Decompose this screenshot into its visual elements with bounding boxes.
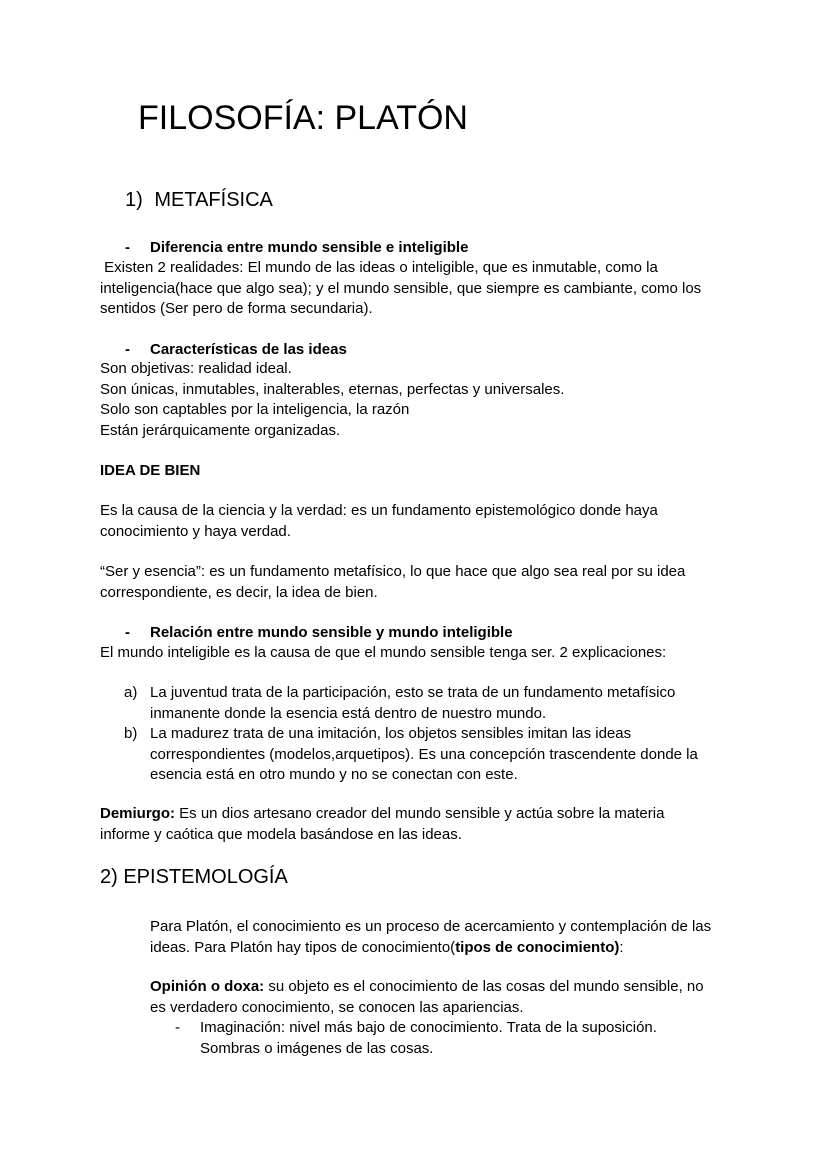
paragraph-relacion: El mundo inteligible es la causa de que el mundo sensible tenga ser. 2 explicaciones: [100,644,667,661]
list-item-label: b) [124,725,138,742]
list-item-label: a) [124,684,138,701]
bullet-title: Relación entre mundo sensible y mundo inteligible [150,624,513,641]
paragraph-line: Existen 2 realidades: El mundo de las ideas o inteligible, que es inmutable, como la [100,259,658,276]
paragraph-line: : [619,938,624,956]
paragraph-line: Son objetivas: realidad ideal. [100,360,292,377]
paragraph-line: Es un dios artesano creador del mundo sensible y actúa sobre la materia [175,805,665,822]
paragraph-idea-bien-1 [100,501,658,542]
paragraph-line: Para Platón, el conocimiento es un proceso de acercamiento y contemplación de las [150,918,712,935]
bullet-dash: - [125,239,130,256]
list-item-text [150,683,675,724]
paragraph-line: Están jerárquicamente organizadas. [100,421,341,439]
paragraph-line: Imaginación: nivel más bajo de conocimiento. Trata de la suposición. [200,1019,657,1036]
paragraph-epistemologia-intro [150,917,711,958]
bullet-dash: - [125,624,130,641]
bullet-caracteristicas [125,340,347,361]
paragraph-line: sentidos (Ser pero de forma secundaria). [100,300,373,317]
paragraph-line: correspondiente, es decir, la idea de bien. [100,583,378,601]
bullet-dash: - [125,341,130,358]
paragraph-demiurgo [100,804,664,845]
bullet-dash: - [175,1019,180,1036]
paragraph-line: ideas. Para Platón hay tipos de conocimiento( [150,938,456,956]
paragraph-line: conocimiento y haya verdad. [100,522,291,540]
sub-bullet-imaginacion [175,1018,657,1057]
paragraph-opinion [150,977,704,1018]
paragraph-line: informe y caótica que modela basándose en las ideas. [100,825,462,843]
list-item-text [150,724,698,786]
paragraph-line: es verdadero conocimiento, se conocen las apariencias. [150,998,524,1016]
term-demiurgo: Demiurgo: [100,805,175,822]
bullet-diferencia [125,238,469,259]
section-number: 1) [125,189,143,211]
section-heading-metafisica [125,187,273,213]
section-heading-epistemologia: 2) EPISTEMOLOGÍA [100,866,288,888]
paragraph-line: correspondientes (modelos,arquetipos). Es una concepción trascendente donde la [150,745,698,763]
paragraph-line: su objeto es el conocimiento de las cosas del mundo sensible, no [264,978,704,995]
subheading-idea-de-bien: IDEA DE BIEN [100,462,201,479]
list-item [100,683,800,724]
term-opinion: Opinión o doxa: [150,978,265,995]
paragraph-line: “Ser y esencia”: es un fundamento metafísico, lo que hace que algo sea real por su idea [100,563,686,580]
emphasis-tipos: tipos de conocimiento) [455,938,620,956]
bullet-title: Características de las ideas [150,341,347,358]
section-title: METAFÍSICA [154,189,273,211]
paragraph-line: Es la causa de la ciencia y la verdad: es un fundamento epistemológico donde haya [100,502,658,519]
paragraph-line: inteligencia(hace que algo sea); y el mundo sensible, que siempre es cambiante, como los [100,279,702,297]
paragraph-line: inmanente donde la esencia está dentro de nuestro mundo. [150,704,547,722]
page-title: FILOSOFÍA: PLATÓN [138,99,468,137]
paragraph-caracteristicas [100,359,564,441]
paragraph-line: Son únicas, inmutables, inalterables, eternas, perfectas y universales. [100,380,565,398]
list-item [100,724,800,786]
bullet-relacion [125,623,513,644]
bullet-title: Diferencia entre mundo sensible e inteligible [150,239,469,256]
paragraph-line: Sombras o imágenes de las cosas. [200,1039,434,1057]
paragraph-idea-bien-2 [100,562,685,603]
paragraph-diferencia [100,258,701,320]
paragraph-line: Solo son captables por la inteligencia, la razón [100,401,410,418]
paragraph-line: La juventud trata de la participación, esto se trata de un fundamento metafísico [150,684,676,701]
paragraph-line: esencia está en otro mundo y no se conectan con este. [150,766,518,783]
paragraph-line: La madurez trata de una imitación, los objetos sensibles imitan las ideas [150,725,632,742]
explanations-list [100,683,800,786]
sub-bullet-text [200,1018,657,1059]
